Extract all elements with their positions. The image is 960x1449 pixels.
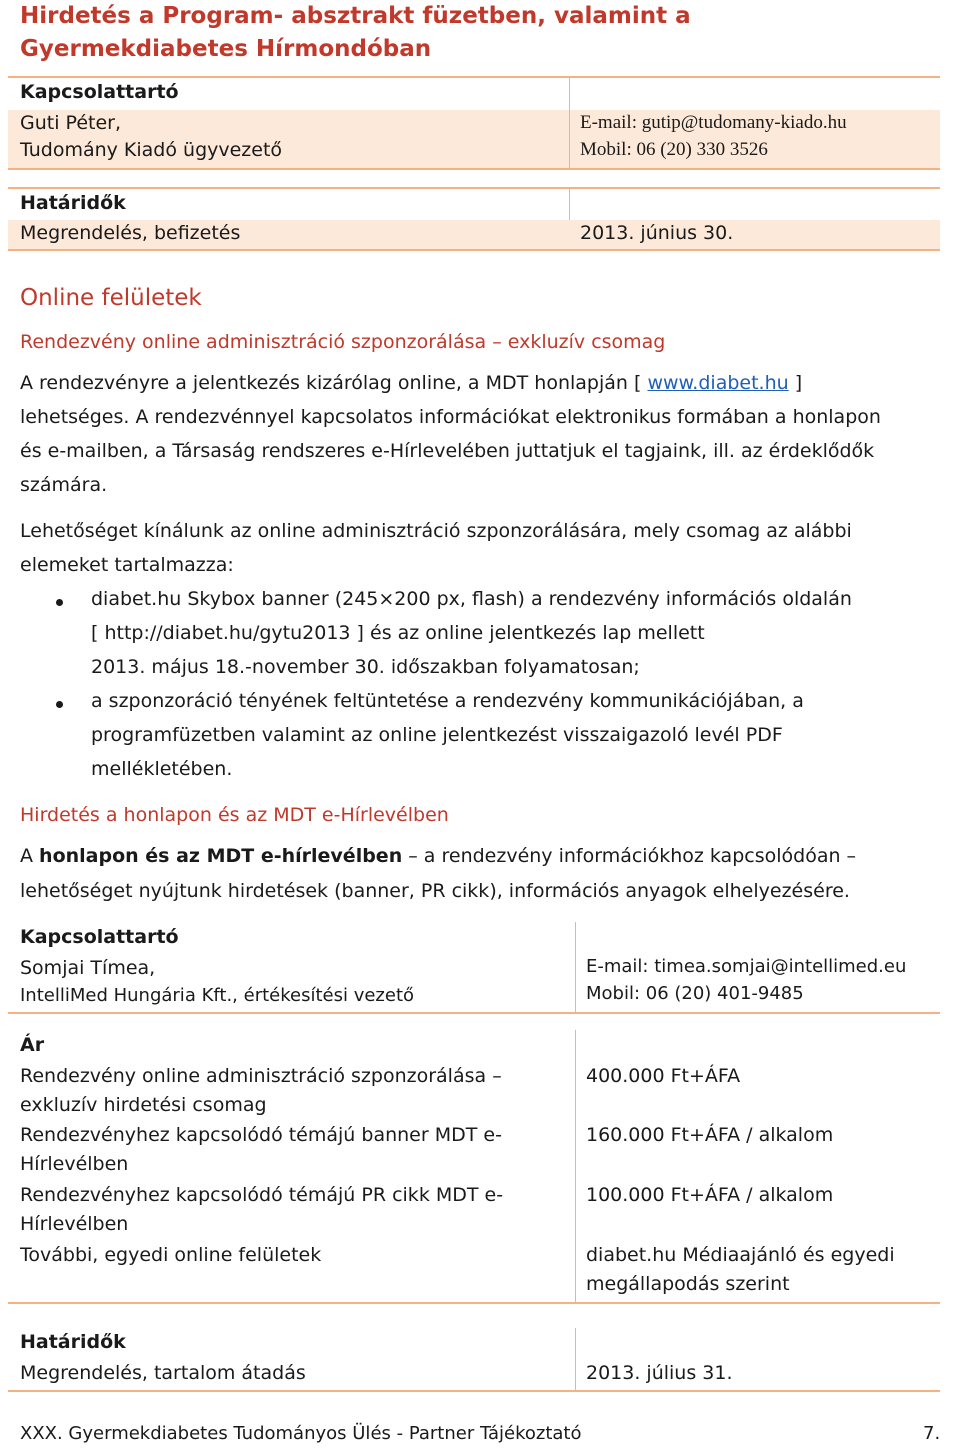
table-rule <box>8 168 940 170</box>
deadline-label: Megrendelés, tartalom átadás <box>20 1362 306 1384</box>
contact-name: Guti Péter, <box>20 112 121 134</box>
price-item-line: Hírlevélben <box>20 1213 129 1235</box>
price-value: 400.000 Ft+ÁFA <box>586 1065 741 1087</box>
deadline-label: Megrendelés, befizetés <box>20 222 241 244</box>
bullet-item-line: [ http://diabet.hu/gytu2013 ] és az online jelentkezés lap mellett <box>91 622 705 644</box>
bullet-item-line: mellékletében. <box>91 758 233 780</box>
paragraph-line: és e-mailben, a Társaság rendszeres e-Hírlevelében juttatjuk el tagjaink, ill. az érdeklődők <box>20 440 875 462</box>
table-rule <box>8 1302 940 1304</box>
deadlines-heading: Határidők <box>20 1331 126 1353</box>
contact-role-text: , értékesítési vezető <box>232 985 415 1006</box>
column-divider <box>569 78 570 168</box>
page-number: 7. <box>923 1423 941 1444</box>
price-item-line: Rendezvényhez kapcsolódó témájú banner MDT e- <box>20 1124 502 1146</box>
price-item-line: Rendezvény online adminisztráció szponzorálása – <box>20 1065 502 1087</box>
price-value: 100.000 Ft+ÁFA / alkalom <box>586 1184 834 1206</box>
paragraph-line: Lehetőséget kínálunk az online adminisztráció szponzorálására, mely csomag az alábbi <box>20 520 852 542</box>
contact-email: E-mail: gutip@tudomany-kiado.hu <box>580 112 847 133</box>
paragraph-line: lehetséges. A rendezvénnyel kapcsolatos információkat elektronikus formában a honlapon <box>20 406 881 428</box>
column-divider <box>575 922 576 1012</box>
section-heading-online: Online felületek <box>20 285 202 311</box>
paragraph-text: ] <box>788 372 803 394</box>
bullet-item-line: 2013. május 18.-november 30. időszakban folyamatosan; <box>91 656 640 678</box>
paragraph-line: számára. <box>20 474 108 496</box>
section-heading-web: Hirdetés a honlapon és az MDT e-Hírlevélben <box>20 804 449 826</box>
footer-text: XXX. Gyermekdiabetes Tudományos Ülés - Partner Tájékoztató <box>20 1423 582 1444</box>
section-subheading: Rendezvény online adminisztráció szponzorálása – exkluzív csomag <box>20 331 666 353</box>
bullet-item-line: programfüzetben valamint az online jelentkezést visszaigazoló levél PDF <box>91 724 783 746</box>
contact-email: E-mail: timea.somjai@intellimed.eu <box>586 956 907 977</box>
contact-role: Tudomány Kiadó ügyvezető <box>20 139 283 161</box>
contact-heading: Kapcsolattartó <box>20 81 179 103</box>
paragraph-line: elemeket tartalmazza: <box>20 554 234 576</box>
table-rule <box>8 249 940 251</box>
price-item-line: Rendezvényhez kapcsolódó témájú PR cikk MDT e- <box>20 1184 504 1206</box>
price-item-line: További, egyedi online felületek <box>20 1244 322 1266</box>
price-value: megállapodás szerint <box>586 1273 790 1295</box>
contact-mobile: Mobil: 06 (20) 401-9485 <box>586 983 804 1004</box>
bullet-icon <box>56 599 63 606</box>
price-heading: Ár <box>20 1034 45 1056</box>
contact-company: IntelliMed Hungária Kft. <box>20 985 233 1006</box>
bullet-icon <box>56 701 63 708</box>
price-item-line: exkluzív hirdetési csomag <box>20 1094 267 1116</box>
contact-name: Somjai Tímea, <box>20 957 156 979</box>
bullet-item-line: a szponzoráció tényének feltüntetése a rendezvény kommunikációjában, a <box>91 690 804 712</box>
contact-heading: Kapcsolattartó <box>20 926 179 948</box>
table-rule <box>8 187 940 189</box>
price-item-line: Hírlevélben <box>20 1153 129 1175</box>
table-rule <box>8 1012 940 1014</box>
paragraph-text: A <box>20 845 40 867</box>
page-title: Hirdetés a Program- absztrakt füzetben, valamint a Gyermekdiabetes Hírmondóban <box>20 3 691 62</box>
paragraph-line <box>20 372 802 394</box>
bullet-item-line: diabet.hu Skybox banner (245×200 px, flash) a rendezvény információs oldalán <box>91 588 852 610</box>
column-divider <box>575 1030 576 1302</box>
price-value: diabet.hu Médiaajánló és egyedi <box>586 1244 895 1266</box>
deadline-date: 2013. június 30. <box>580 222 734 244</box>
paragraph-line: lehetőséget nyújtunk hirdetések (banner, PR cikk), információs anyagok elhelyezésére. <box>20 880 850 902</box>
contact-mobile: Mobil: 06 (20) 330 3526 <box>580 139 768 160</box>
table-rule <box>8 76 940 78</box>
table-rule <box>8 1390 940 1392</box>
deadlines-heading: Határidők <box>20 192 126 214</box>
paragraph-text: – a rendezvény információkhoz kapcsolódóan – <box>402 845 857 867</box>
contact-role <box>20 985 414 1006</box>
diabet-link[interactable]: www.diabet.hu <box>647 372 789 394</box>
column-divider <box>575 1328 576 1390</box>
price-value: 160.000 Ft+ÁFA / alkalom <box>586 1124 834 1146</box>
paragraph-bold: honlapon és az MDT e-hírlevélben <box>39 845 403 867</box>
paragraph-line <box>20 845 856 867</box>
deadline-date: 2013. július 31. <box>586 1362 733 1384</box>
paragraph-text: A rendezvényre a jelentkezés kizárólag online, a MDT honlapján [ <box>20 372 648 394</box>
